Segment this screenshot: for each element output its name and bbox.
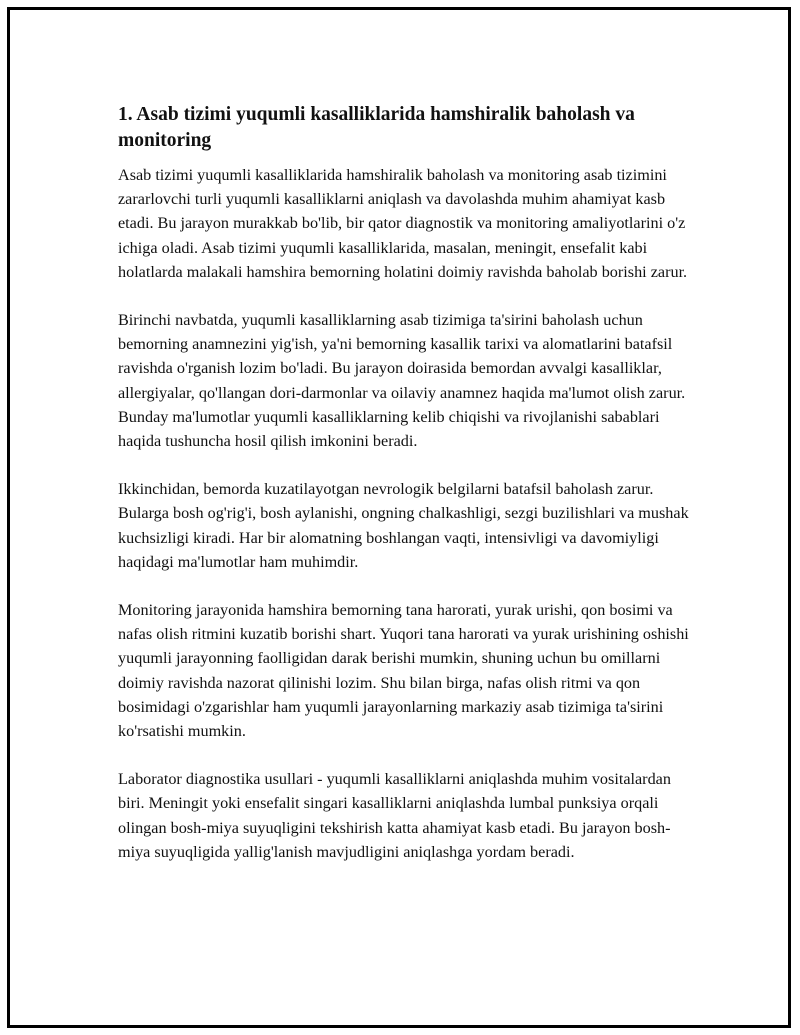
paragraph-4: Monitoring jarayonida hamshira bemorning tana harorati, yurak urishi, qon bosimi va nafas olish ritmini kuzatib borishi shart. Yuqori tana harorati va yurak urishining oshishi yuqumli jarayonning faolligidan darak berishi mumkin, shuning uchun bu omillarni doimiy ravishda nazorat qilinishi lozim. Shu bilan birga, nafas olish ritmi va qon bosimidagi o'zgarishlar ham yuqumli jarayonlarning markaziy asab tizimiga ta'sirini ko'rsatishi mumkin.: [118, 601, 689, 741]
paragraph-2: Birinchi navbatda, yuqumli kasalliklarning asab tizimiga ta'sirini baholash uchun bemorning anamnezini yig'ish, ya'ni bemorning kasallik tarixi va alomatlarini batafsil ravishda o'rganish lozim bo'ladi. Bu jarayon doirasida bemordan avvalgi kasalliklar, allergiyalar, qo'llangan dori-darmonlar va oilaviy anamnez haqida ma'lumot olish zarur. Bunday ma'lumotlar yuqumli kasalliklarning kelib chiqishi va rivojlanishi sabablari haqida tushuncha hosil qilish imkonini beradi.: [118, 311, 686, 451]
page-frame: [7, 7, 791, 1028]
document-body: [118, 102, 698, 888]
paragraph-3: Ikkinchidan, bemorda kuzatilayotgan nevrologik belgilarni batafsil baholash zarur. Bularga bosh og'rig'i, bosh aylanishi, ongning chalkashligi, sezgi buzilishlari va mushak kuchsizligi kiradi. Har bir alomatning boshlangan vaqti, intensivligi va davomiyligi haqidagi ma'lumotlar ham muhimdir.: [118, 480, 689, 571]
paragraph-1: Asab tizimi yuqumli kasalliklarida hamshiralik baholash va monitoring asab tizimini zararlovchi turli yuqumli kasalliklarni aniqlash va davolashda muhim ahamiyat kasb etadi. Bu jarayon murakkab bo'lib, bir qator diagnostik va monitoring amaliyotlarini o'z ichiga oladi. Asab tizimi yuqumli kasalliklarida, masalan, meningit, ensefalit kabi holatlarda malakali hamshira bemorning holatini doimiy ravishda baholab borishi zarur.: [118, 166, 688, 281]
document-title: 1. Asab tizimi yuqumli kasalliklarida hamshiralik baholash va monitoring: [118, 104, 635, 151]
paragraph-5: Laborator diagnostika usullari - yuqumli kasalliklarni aniqlashda muhim vositalardan biri. Meningit yoki ensefalit singari kasalliklarni aniqlashda lumbal punksiya orqali olingan bosh-miya suyuqligini tekshirish katta ahamiyat kasb etadi. Bu jarayon bosh-miya suyuqligida yallig'lanish mavjudligini aniqlashga yordam beradi.: [118, 770, 671, 861]
